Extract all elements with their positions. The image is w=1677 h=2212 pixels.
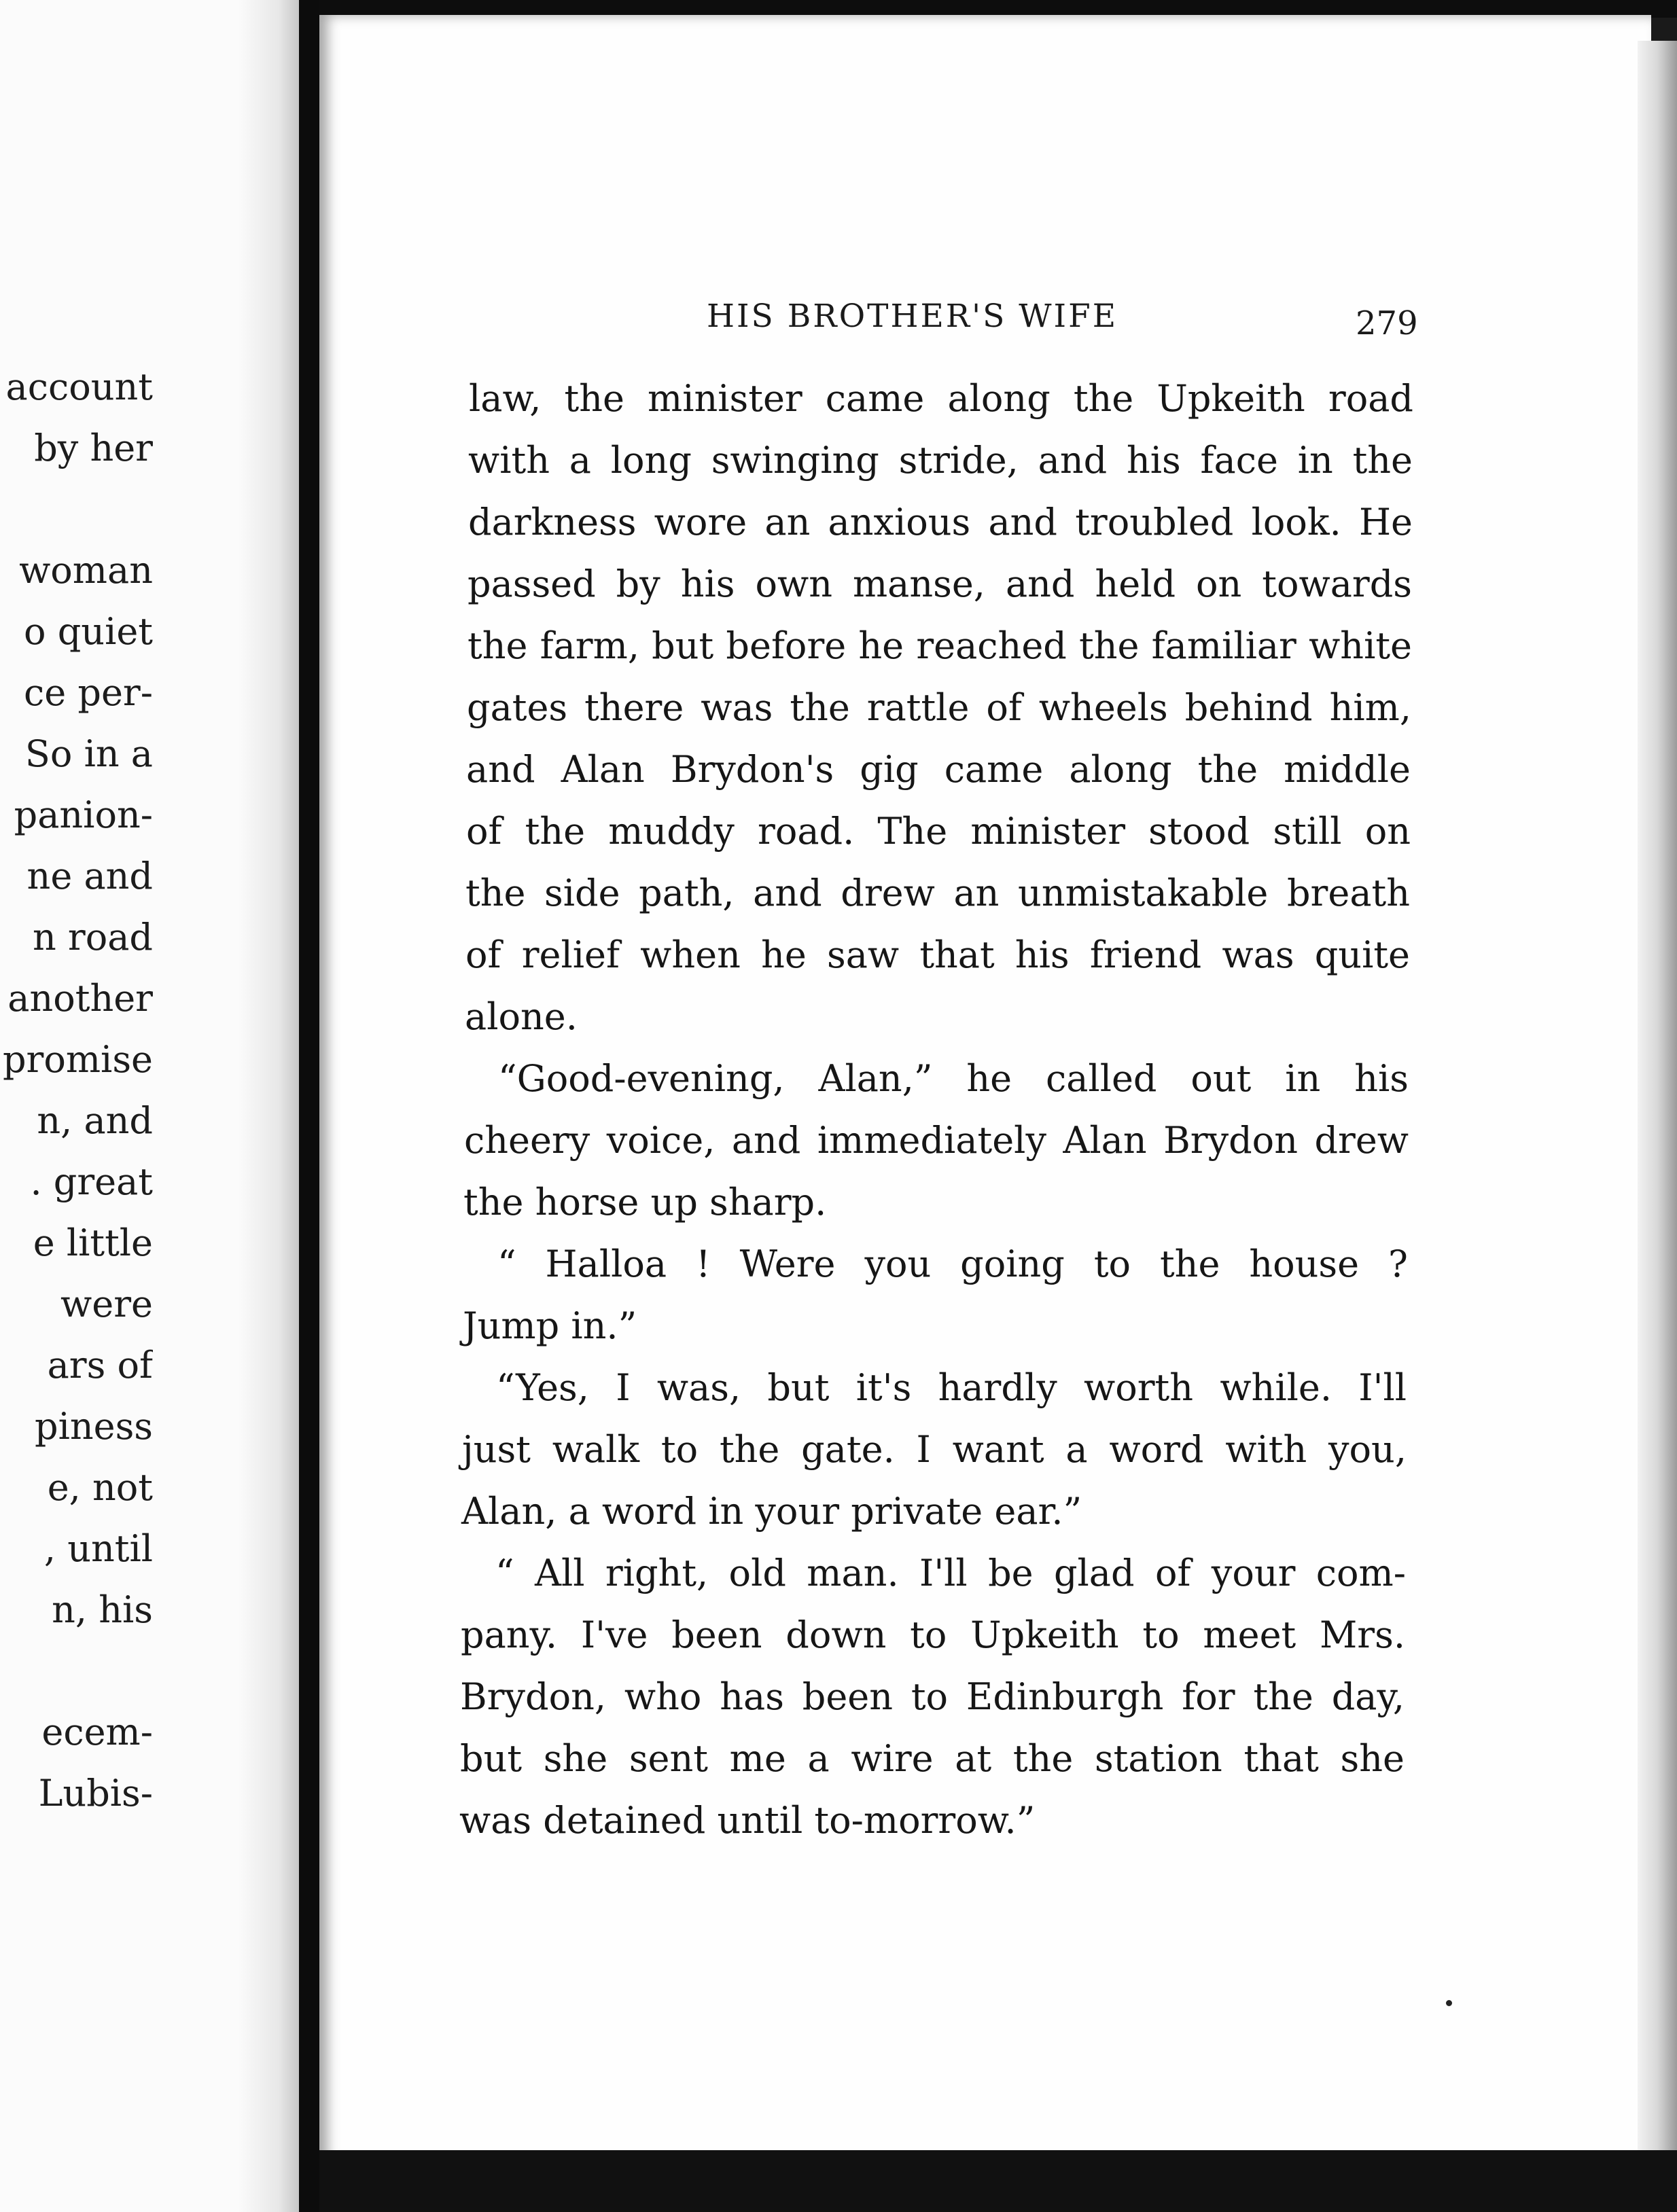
previous-page-line: by her — [34, 428, 153, 469]
body-text-line: of relief when he saw that his friend was quite — [465, 933, 1410, 976]
body-text-line: just walk to the gate. I want a word with you, — [462, 1428, 1407, 1471]
body-text-line: the farm, but before he reached the familiar white — [467, 624, 1412, 667]
body-text-line: passed by his own manse, and held on towards — [467, 563, 1412, 605]
previous-page-line: e little — [33, 1223, 153, 1264]
body-text-line: but she sent me a wire at the station that she — [460, 1737, 1405, 1780]
body-text-line: and Alan Brydon's gig came along the middle — [466, 748, 1411, 791]
body-text-line: cheery voice, and immediately Alan Brydon drew — [464, 1119, 1409, 1162]
scan-bottom-border — [319, 2150, 1677, 2212]
previous-page-line: ecem- — [41, 1712, 153, 1753]
previous-page-line: Lubis- — [38, 1773, 153, 1814]
previous-page-line: were — [60, 1284, 153, 1325]
body-text-line: law, the minister came along the Upkeith road — [469, 377, 1413, 420]
body-text-line: Alan, a word in your private ear.” — [461, 1490, 1082, 1533]
previous-page-line: . great — [30, 1162, 153, 1202]
body-text-line: “Yes, I was, but it's hardly worth while. I'll — [496, 1366, 1407, 1409]
page-number: 279 — [1356, 304, 1418, 342]
previous-page-line: n, his — [52, 1590, 153, 1630]
body-text-line: Jump in.” — [463, 1304, 637, 1347]
previous-page-line: promise — [2, 1039, 153, 1080]
page-edge-stack — [1638, 41, 1677, 2154]
previous-page-line: So in a — [24, 734, 153, 774]
previous-page-line: ne and — [27, 856, 153, 897]
body-text-line: darkness wore an anxious and troubled look. He — [468, 501, 1413, 543]
previous-page-line: account — [5, 367, 153, 408]
page-curve-shadow — [238, 0, 306, 2212]
previous-page-line: o quiet — [24, 611, 153, 652]
previous-page-line: piness — [35, 1406, 153, 1447]
body-text-line: alone. — [465, 995, 578, 1038]
body-text-line: gates there was the rattle of wheels behind him, — [467, 686, 1411, 729]
previous-page-line: ce per- — [24, 673, 153, 713]
previous-page-line: n, and — [37, 1101, 153, 1141]
previous-page-line: woman — [19, 550, 153, 591]
body-text-line: with a long swinging stride, and his face in the — [468, 439, 1413, 482]
previous-page-line: ars of — [47, 1345, 153, 1386]
previous-page-line: e, not — [47, 1467, 153, 1508]
body-text-line: pany. I've been down to Upkeith to meet Mrs. — [461, 1613, 1405, 1656]
body-text-line: “Good-evening, Alan,” he called out in his — [498, 1057, 1409, 1100]
body-text-line: Brydon, who has been to Edinburgh for the day, — [460, 1675, 1405, 1718]
body-text-line: the side path, and drew an unmistakable breath — [465, 872, 1410, 914]
body-text-line: of the muddy road. The minister stood still on — [466, 810, 1411, 853]
ink-speck — [1446, 2000, 1452, 2006]
previous-page-line: , until — [43, 1529, 153, 1569]
previous-page-line: n road — [32, 917, 153, 958]
body-text-line: was detained until to-morrow.” — [459, 1799, 1036, 1842]
body-text-line: “ Halloa ! Were you going to the house ? — [497, 1243, 1408, 1285]
previous-page-line: panion- — [14, 795, 153, 836]
previous-page-line: another — [7, 978, 153, 1019]
running-head: HIS BROTHER'S WIFE — [707, 298, 1118, 335]
body-text-line: “ All right, old man. I'll be glad of your com- — [495, 1552, 1406, 1594]
body-text-line: the horse up sharp. — [463, 1181, 827, 1224]
